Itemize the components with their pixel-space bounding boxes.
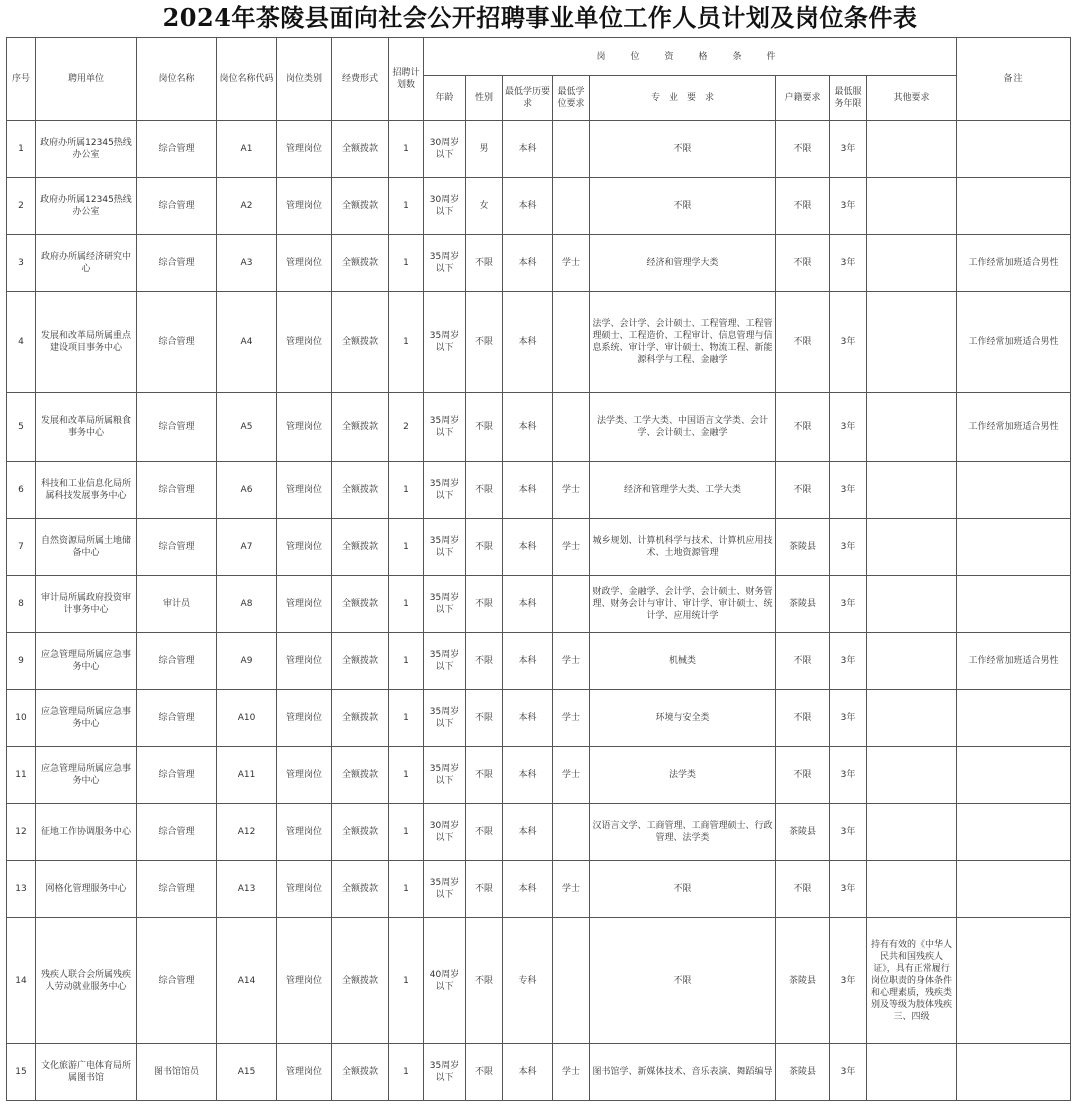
table-row <box>7 292 1071 393</box>
cell-code: A13 <box>217 861 277 918</box>
cell-quota: 1 <box>389 121 424 178</box>
header-unit: 聘用单位 <box>36 38 137 121</box>
cell-gender: 不限 <box>466 747 503 804</box>
cell-household: 不限 <box>776 861 830 918</box>
cell-code: A7 <box>217 519 277 576</box>
cell-household: 不限 <box>776 690 830 747</box>
cell-service: 3年 <box>830 918 867 1044</box>
cell-major: 不限 <box>590 861 776 918</box>
cell-remark <box>957 861 1071 918</box>
header-other: 其他要求 <box>867 76 957 121</box>
header-funding: 经费形式 <box>332 38 389 121</box>
cell-edu: 本科 <box>503 861 553 918</box>
cell-post: 综合管理 <box>137 393 217 462</box>
header-qualifications: 岗 位 资 格 条 件 <box>424 38 957 76</box>
cell-degree <box>553 121 590 178</box>
cell-fund: 全额拨款 <box>332 861 389 918</box>
cell-remark: 工作经常加班适合男性 <box>957 393 1071 462</box>
cell-gender: 不限 <box>466 633 503 690</box>
cell-unit: 政府办所属12345热线办公室 <box>36 178 137 235</box>
cell-service: 3年 <box>830 393 867 462</box>
cell-post: 综合管理 <box>137 178 217 235</box>
cell-degree <box>553 804 590 861</box>
cell-major: 不限 <box>590 178 776 235</box>
cell-quota: 1 <box>389 861 424 918</box>
header-remark: 备注 <box>957 38 1071 121</box>
cell-household: 茶陵县 <box>776 918 830 1044</box>
cell-degree: 学士 <box>553 1044 590 1101</box>
cell-service: 3年 <box>830 861 867 918</box>
cell-age: 35周岁以下 <box>424 235 466 292</box>
cell-quota: 1 <box>389 690 424 747</box>
header-seq: 序号 <box>7 38 36 121</box>
cell-remark <box>957 747 1071 804</box>
cell-type: 管理岗位 <box>277 804 332 861</box>
cell-other: 持有有效的《中华人民共和国残疾人证》，具有正常履行岗位职责的身体条件和心理素质，残疾类别及等级为肢体残疾三、四级 <box>867 918 957 1044</box>
cell-type: 管理岗位 <box>277 292 332 393</box>
cell-age: 35周岁以下 <box>424 292 466 393</box>
cell-other <box>867 861 957 918</box>
cell-fund: 全额拨款 <box>332 918 389 1044</box>
cell-unit: 网格化管理服务中心 <box>36 861 137 918</box>
cell-fund: 全额拨款 <box>332 519 389 576</box>
cell-service: 3年 <box>830 462 867 519</box>
cell-quota: 1 <box>389 633 424 690</box>
cell-post: 图书馆馆员 <box>137 1044 217 1101</box>
cell-fund: 全额拨款 <box>332 292 389 393</box>
cell-service: 3年 <box>830 690 867 747</box>
cell-code: A4 <box>217 292 277 393</box>
cell-code: A14 <box>217 918 277 1044</box>
cell-fund: 全额拨款 <box>332 178 389 235</box>
cell-seq: 8 <box>7 576 36 633</box>
cell-fund: 全额拨款 <box>332 690 389 747</box>
cell-code: A9 <box>217 633 277 690</box>
cell-remark <box>957 1044 1071 1101</box>
cell-other <box>867 121 957 178</box>
cell-type: 管理岗位 <box>277 519 332 576</box>
cell-age: 35周岁以下 <box>424 462 466 519</box>
cell-type: 管理岗位 <box>277 861 332 918</box>
cell-household: 不限 <box>776 393 830 462</box>
table-row <box>7 1044 1071 1101</box>
table-row <box>7 235 1071 292</box>
cell-post: 综合管理 <box>137 235 217 292</box>
cell-code: A8 <box>217 576 277 633</box>
cell-code: A1 <box>217 121 277 178</box>
cell-service: 3年 <box>830 178 867 235</box>
cell-edu: 专科 <box>503 918 553 1044</box>
cell-quota: 1 <box>389 576 424 633</box>
cell-degree: 学士 <box>553 235 590 292</box>
header-edu: 最低学历要求 <box>503 76 553 121</box>
cell-other <box>867 747 957 804</box>
cell-type: 管理岗位 <box>277 633 332 690</box>
cell-household: 茶陵县 <box>776 1044 830 1101</box>
cell-seq: 1 <box>7 121 36 178</box>
cell-seq: 12 <box>7 804 36 861</box>
cell-age: 35周岁以下 <box>424 393 466 462</box>
cell-edu: 本科 <box>503 393 553 462</box>
cell-post: 综合管理 <box>137 121 217 178</box>
header-major: 专 业 要 求 <box>590 76 776 121</box>
header-service: 最低服务年限 <box>830 76 867 121</box>
table-row <box>7 690 1071 747</box>
cell-post: 综合管理 <box>137 462 217 519</box>
cell-gender: 不限 <box>466 918 503 1044</box>
cell-age: 35周岁以下 <box>424 633 466 690</box>
cell-remark <box>957 121 1071 178</box>
cell-edu: 本科 <box>503 747 553 804</box>
cell-major: 不限 <box>590 918 776 1044</box>
table-row <box>7 747 1071 804</box>
cell-unit: 发展和改革局所属重点建设项目事务中心 <box>36 292 137 393</box>
table-row <box>7 178 1071 235</box>
cell-quota: 1 <box>389 292 424 393</box>
cell-quota: 1 <box>389 178 424 235</box>
cell-household: 茶陵县 <box>776 576 830 633</box>
cell-fund: 全额拨款 <box>332 393 389 462</box>
cell-major: 财政学、金融学、会计学、会计硕士、财务管理、财务会计与审计、审计学、审计硕士、统计学、应用统计学 <box>590 576 776 633</box>
cell-degree <box>553 576 590 633</box>
cell-quota: 1 <box>389 918 424 1044</box>
cell-household: 不限 <box>776 235 830 292</box>
cell-service: 3年 <box>830 576 867 633</box>
table-row <box>7 462 1071 519</box>
cell-remark <box>957 462 1071 519</box>
cell-gender: 不限 <box>466 292 503 393</box>
cell-post: 综合管理 <box>137 747 217 804</box>
table-row <box>7 121 1071 178</box>
cell-fund: 全额拨款 <box>332 1044 389 1101</box>
cell-service: 3年 <box>830 747 867 804</box>
cell-quota: 1 <box>389 462 424 519</box>
cell-unit: 发展和改革局所属粮食事务中心 <box>36 393 137 462</box>
cell-age: 30周岁以下 <box>424 178 466 235</box>
cell-seq: 6 <box>7 462 36 519</box>
cell-degree: 学士 <box>553 462 590 519</box>
cell-other <box>867 178 957 235</box>
cell-household: 茶陵县 <box>776 804 830 861</box>
cell-age: 35周岁以下 <box>424 861 466 918</box>
cell-other <box>867 292 957 393</box>
cell-age: 35周岁以下 <box>424 1044 466 1101</box>
cell-quota: 1 <box>389 804 424 861</box>
header-age: 年龄 <box>424 76 466 121</box>
header-post-code: 岗位名称代码 <box>217 38 277 121</box>
cell-gender: 不限 <box>466 393 503 462</box>
cell-unit: 残疾人联合会所属残疾人劳动就业服务中心 <box>36 918 137 1044</box>
cell-household: 不限 <box>776 178 830 235</box>
cell-other <box>867 519 957 576</box>
cell-fund: 全额拨款 <box>332 804 389 861</box>
table-row <box>7 393 1071 462</box>
cell-major: 城乡规划、计算机科学与技术、计算机应用技术、土地资源管理 <box>590 519 776 576</box>
cell-gender: 不限 <box>466 804 503 861</box>
header-gender: 性别 <box>466 76 503 121</box>
cell-fund: 全额拨款 <box>332 576 389 633</box>
cell-seq: 10 <box>7 690 36 747</box>
cell-edu: 本科 <box>503 690 553 747</box>
cell-quota: 1 <box>389 1044 424 1101</box>
cell-major: 法学类、工学大类、中国语言文学类、会计学、会计硕士、金融学 <box>590 393 776 462</box>
header-degree: 最低学位要求 <box>553 76 590 121</box>
cell-gender: 女 <box>466 178 503 235</box>
cell-major: 机械类 <box>590 633 776 690</box>
cell-service: 3年 <box>830 633 867 690</box>
cell-major: 汉语言文学、工商管理、工商管理硕士、行政管理、法学类 <box>590 804 776 861</box>
cell-service: 3年 <box>830 519 867 576</box>
cell-edu: 本科 <box>503 576 553 633</box>
cell-edu: 本科 <box>503 1044 553 1101</box>
cell-seq: 3 <box>7 235 36 292</box>
table-row <box>7 633 1071 690</box>
cell-type: 管理岗位 <box>277 1044 332 1101</box>
cell-type: 管理岗位 <box>277 121 332 178</box>
cell-age: 35周岁以下 <box>424 576 466 633</box>
cell-degree: 学士 <box>553 861 590 918</box>
cell-post: 综合管理 <box>137 519 217 576</box>
cell-unit: 应急管理局所属应急事务中心 <box>36 747 137 804</box>
cell-type: 管理岗位 <box>277 918 332 1044</box>
cell-post: 审计员 <box>137 576 217 633</box>
cell-fund: 全额拨款 <box>332 235 389 292</box>
cell-gender: 不限 <box>466 576 503 633</box>
table-header <box>7 38 1071 121</box>
cell-age: 35周岁以下 <box>424 690 466 747</box>
cell-type: 管理岗位 <box>277 690 332 747</box>
cell-code: A15 <box>217 1044 277 1101</box>
cell-household: 不限 <box>776 462 830 519</box>
table-row <box>7 804 1071 861</box>
cell-seq: 5 <box>7 393 36 462</box>
cell-remark <box>957 804 1071 861</box>
cell-remark <box>957 519 1071 576</box>
cell-seq: 14 <box>7 918 36 1044</box>
table-row <box>7 861 1071 918</box>
cell-service: 3年 <box>830 235 867 292</box>
cell-seq: 11 <box>7 747 36 804</box>
cell-fund: 全额拨款 <box>332 633 389 690</box>
cell-household: 茶陵县 <box>776 519 830 576</box>
cell-major: 图书馆学、新媒体技术、音乐表演、舞蹈编导 <box>590 1044 776 1101</box>
cell-seq: 13 <box>7 861 36 918</box>
cell-age: 30周岁以下 <box>424 804 466 861</box>
header-household: 户籍要求 <box>776 76 830 121</box>
cell-code: A6 <box>217 462 277 519</box>
cell-other <box>867 235 957 292</box>
cell-seq: 9 <box>7 633 36 690</box>
cell-remark <box>957 918 1071 1044</box>
cell-degree <box>553 292 590 393</box>
cell-post: 综合管理 <box>137 918 217 1044</box>
cell-seq: 4 <box>7 292 36 393</box>
cell-major: 法学类 <box>590 747 776 804</box>
cell-age: 40周岁以下 <box>424 918 466 1044</box>
cell-gender: 不限 <box>466 690 503 747</box>
cell-unit: 文化旅游广电体育局所属图书馆 <box>36 1044 137 1101</box>
cell-remark: 工作经常加班适合男性 <box>957 292 1071 393</box>
cell-edu: 本科 <box>503 235 553 292</box>
cell-quota: 1 <box>389 235 424 292</box>
cell-other <box>867 690 957 747</box>
cell-other <box>867 804 957 861</box>
cell-unit: 征地工作协调服务中心 <box>36 804 137 861</box>
cell-code: A10 <box>217 690 277 747</box>
cell-quota: 1 <box>389 519 424 576</box>
cell-unit: 审计局所属政府投资审计事务中心 <box>36 576 137 633</box>
cell-gender: 不限 <box>466 861 503 918</box>
header-post-type: 岗位类别 <box>277 38 332 121</box>
cell-service: 3年 <box>830 804 867 861</box>
cell-gender: 不限 <box>466 1044 503 1101</box>
cell-other <box>867 576 957 633</box>
cell-degree <box>553 178 590 235</box>
cell-other <box>867 633 957 690</box>
cell-code: A5 <box>217 393 277 462</box>
cell-code: A11 <box>217 747 277 804</box>
cell-age: 30周岁以下 <box>424 121 466 178</box>
cell-edu: 本科 <box>503 292 553 393</box>
cell-post: 综合管理 <box>137 292 217 393</box>
header-post-name: 岗位名称 <box>137 38 217 121</box>
cell-unit: 应急管理局所属应急事务中心 <box>36 633 137 690</box>
cell-gender: 不限 <box>466 462 503 519</box>
cell-degree: 学士 <box>553 747 590 804</box>
cell-edu: 本科 <box>503 178 553 235</box>
cell-post: 综合管理 <box>137 633 217 690</box>
cell-remark: 工作经常加班适合男性 <box>957 235 1071 292</box>
cell-major: 经济和管理学大类 <box>590 235 776 292</box>
cell-fund: 全额拨款 <box>332 462 389 519</box>
cell-unit: 自然资源局所属土地储备中心 <box>36 519 137 576</box>
cell-unit: 政府办所属12345热线办公室 <box>36 121 137 178</box>
cell-household: 不限 <box>776 633 830 690</box>
cell-remark <box>957 690 1071 747</box>
cell-unit: 科技和工业信息化局所属科技发展事务中心 <box>36 462 137 519</box>
cell-unit: 政府办所属经济研究中心 <box>36 235 137 292</box>
cell-service: 3年 <box>830 1044 867 1101</box>
cell-quota: 2 <box>389 393 424 462</box>
cell-type: 管理岗位 <box>277 178 332 235</box>
cell-major: 不限 <box>590 121 776 178</box>
cell-edu: 本科 <box>503 519 553 576</box>
cell-code: A12 <box>217 804 277 861</box>
cell-code: A3 <box>217 235 277 292</box>
table-row <box>7 918 1071 1044</box>
cell-fund: 全额拨款 <box>332 747 389 804</box>
cell-degree: 学士 <box>553 519 590 576</box>
cell-service: 3年 <box>830 292 867 393</box>
cell-other <box>867 462 957 519</box>
cell-seq: 15 <box>7 1044 36 1101</box>
cell-edu: 本科 <box>503 462 553 519</box>
cell-gender: 男 <box>466 121 503 178</box>
cell-other <box>867 393 957 462</box>
positions-table <box>6 37 1071 1101</box>
cell-type: 管理岗位 <box>277 747 332 804</box>
cell-type: 管理岗位 <box>277 393 332 462</box>
cell-household: 不限 <box>776 747 830 804</box>
cell-seq: 2 <box>7 178 36 235</box>
cell-post: 综合管理 <box>137 804 217 861</box>
cell-degree <box>553 393 590 462</box>
cell-remark <box>957 576 1071 633</box>
page-title: 2024年茶陵县面向社会公开招聘事业单位工作人员计划及岗位条件表 <box>162 3 918 32</box>
cell-gender: 不限 <box>466 519 503 576</box>
cell-degree: 学士 <box>553 633 590 690</box>
table-body <box>7 121 1071 1101</box>
cell-major: 经济和管理学大类、工学大类 <box>590 462 776 519</box>
cell-type: 管理岗位 <box>277 235 332 292</box>
cell-major: 法学、会计学、会计硕士、工程管理、工程管理硕士、工程造价、工程审计、信息管理与信息系统、审计学、审计硕士、物流工程、新能源科学与工程、金融学 <box>590 292 776 393</box>
cell-service: 3年 <box>830 121 867 178</box>
cell-major: 环境与安全类 <box>590 690 776 747</box>
cell-type: 管理岗位 <box>277 462 332 519</box>
cell-household: 不限 <box>776 292 830 393</box>
cell-fund: 全额拨款 <box>332 121 389 178</box>
cell-household: 不限 <box>776 121 830 178</box>
table-row <box>7 519 1071 576</box>
cell-edu: 本科 <box>503 633 553 690</box>
cell-unit: 应急管理局所属应急事务中心 <box>36 690 137 747</box>
cell-quota: 1 <box>389 747 424 804</box>
cell-seq: 7 <box>7 519 36 576</box>
cell-remark: 工作经常加班适合男性 <box>957 633 1071 690</box>
cell-edu: 本科 <box>503 121 553 178</box>
cell-edu: 本科 <box>503 804 553 861</box>
cell-age: 35周岁以下 <box>424 519 466 576</box>
cell-code: A2 <box>217 178 277 235</box>
cell-degree <box>553 918 590 1044</box>
cell-remark <box>957 178 1071 235</box>
cell-degree: 学士 <box>553 690 590 747</box>
cell-type: 管理岗位 <box>277 576 332 633</box>
cell-post: 综合管理 <box>137 861 217 918</box>
cell-age: 35周岁以下 <box>424 747 466 804</box>
table-row <box>7 576 1071 633</box>
header-quota: 招聘计划数 <box>389 38 424 121</box>
cell-post: 综合管理 <box>137 690 217 747</box>
cell-other <box>867 1044 957 1101</box>
cell-gender: 不限 <box>466 235 503 292</box>
